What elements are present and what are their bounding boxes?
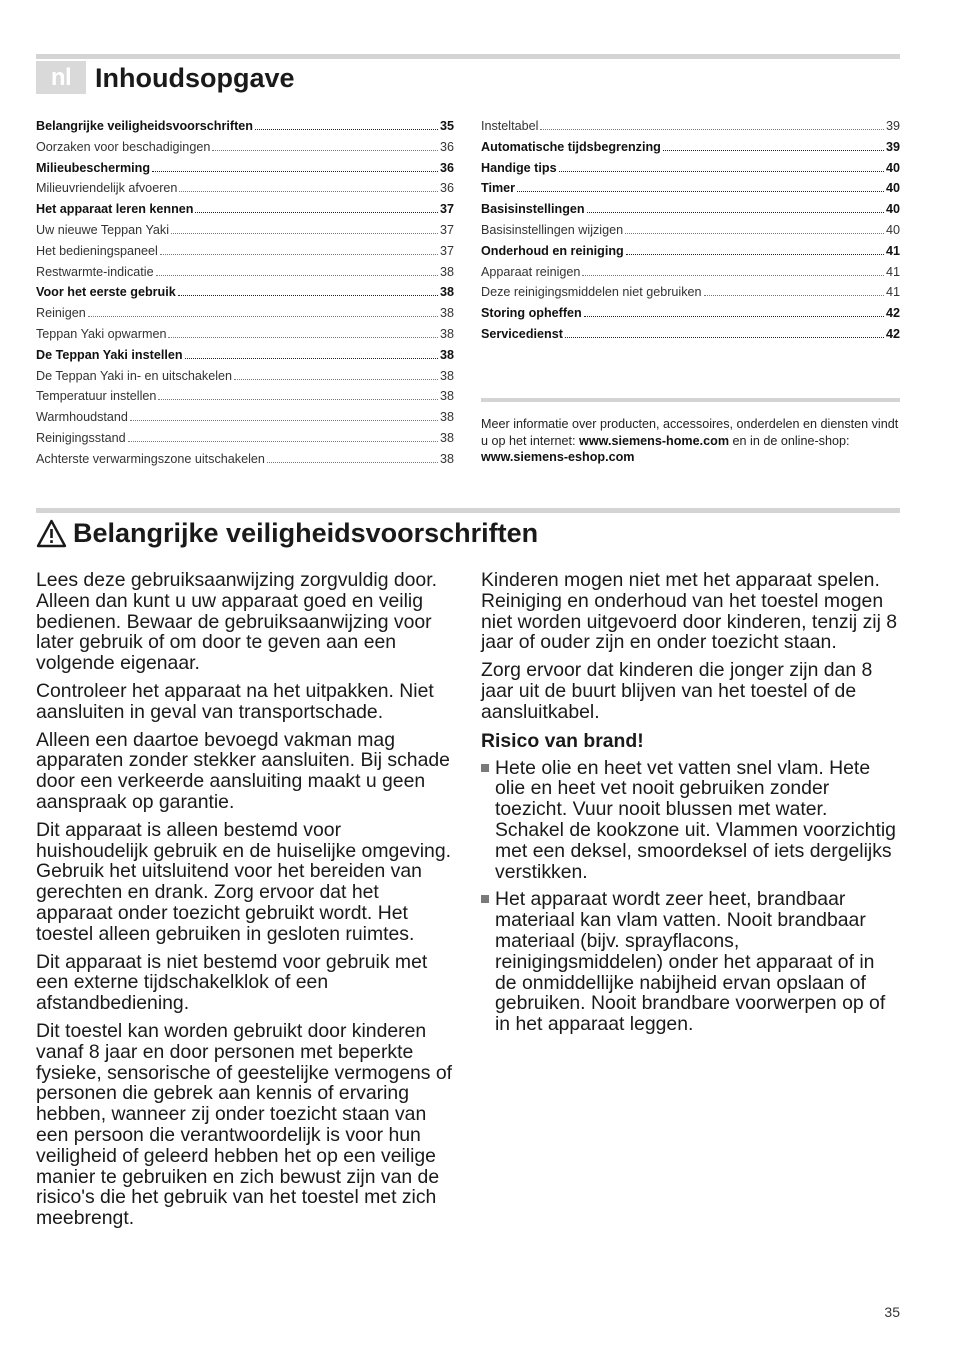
risk-bullet-list <box>481 758 901 1035</box>
toc-entry-page: 36 <box>439 181 454 196</box>
toc-entry[interactable] <box>36 178 454 199</box>
toc-entry-title: Uw nieuwe Teppan Yaki <box>36 222 170 237</box>
siemens-home-link[interactable]: www.siemens-home.com <box>579 433 730 448</box>
toc-entry-page: 38 <box>439 347 454 362</box>
toc-entry-page: 40 <box>885 160 900 175</box>
risk-bullet-text: Het apparaat wordt zeer heet, brandbaar materiaal kan vlam vatten. Nooit brandbaar materiaal (bijv. sprayflacons, reinigingsmiddelen) onder het apparaat of in de onmiddellijke nabijheid ervan opslaan of gebruiken. Nooit brandbare voorwerpen op of in het apparaat leggen. <box>495 888 886 1036</box>
toc-entry-page: 41 <box>885 264 900 279</box>
toc-entry[interactable] <box>36 386 454 407</box>
toc-entry-page: 40 <box>885 202 900 217</box>
square-bullet-icon <box>481 895 489 903</box>
toc-leader-dots <box>234 379 438 380</box>
toc-entry-title: Temperatuur instellen <box>36 389 157 404</box>
toc-entry-title: Storing opheffen <box>481 306 582 321</box>
toc-entry[interactable] <box>36 262 454 283</box>
toc-leader-dots <box>584 316 884 317</box>
toc-entry-title: Het bedieningspaneel <box>36 243 158 258</box>
toc-leader-dots <box>168 337 438 338</box>
toc-entry-title: Restwarmte-indicatie <box>36 264 154 279</box>
toc-entry[interactable] <box>36 241 454 262</box>
toc-leader-dots <box>128 441 438 442</box>
toc-leader-dots <box>156 275 438 276</box>
language-badge: nl <box>36 61 86 94</box>
toc-leader-dots <box>179 191 438 192</box>
toc-entry[interactable] <box>36 303 454 324</box>
toc-entry-title: De Teppan Yaki in- en uitschakelen <box>36 368 233 383</box>
toc-entry[interactable] <box>36 220 454 241</box>
warning-triangle-icon <box>36 519 67 548</box>
toc-entry-page: 41 <box>885 285 900 300</box>
safety-paragraph: Dit toestel kan worden gebruikt door kinderen vanaf 8 jaar en door personen met beperkte fysieke, sensorische of geestelijke vermogens of personen die gebrek aan kennis of ervaring hebben, wanneer zij onder toezicht staan van een persoon die verantwoordelijk is voor hun veiligheid of geleerd hebben het op een veilige manier te gebruiken en zich bewust zijn van de risico's die het gebruik van het toestel met zich meebrengt. <box>36 1019 453 1230</box>
toc-entry[interactable] <box>36 324 454 345</box>
toc-entry-title: Reinigingsstand <box>36 430 126 445</box>
toc-entry-page: 37 <box>439 202 454 217</box>
toc-entry-title: Servicedienst <box>481 326 563 341</box>
toc-entry-title: Insteltabel <box>481 119 539 133</box>
safety-title: Belangrijke veiligheidsvoorschriften <box>73 517 539 548</box>
toc-entry-page: 39 <box>885 139 900 154</box>
toc-leader-dots <box>663 150 884 151</box>
toc-entry-page: 38 <box>439 368 454 383</box>
toc-entry-page: 41 <box>885 243 900 258</box>
toc-entry-page: 38 <box>439 264 454 279</box>
toc-entry[interactable] <box>36 366 454 387</box>
toc-entry-page: 38 <box>439 451 454 466</box>
toc-entry-title: Reinigen <box>36 306 86 321</box>
toc-entry[interactable] <box>481 241 900 262</box>
toc-leader-dots <box>158 399 438 400</box>
risk-heading: Risico van brand! <box>481 729 644 752</box>
toc-entry-title: Oorzaken voor beschadigingen <box>36 139 211 154</box>
safety-paragraph: Dit apparaat is alleen bestemd voor huishoudelijk gebruik en de huiselijke omgeving. Gebruik het uitsluitend voor het bereiden van gerechten en drank. Zorg ervoor dat het apparaat onder toezicht gebruikt wordt. Het toestel alleen gebruiken in gesloten ruimtes. <box>36 818 452 945</box>
top-rule <box>36 54 900 59</box>
toc-leader-dots <box>160 254 438 255</box>
toc-left-column <box>36 116 454 470</box>
siemens-eshop-link[interactable]: www.siemens-eshop.com <box>481 450 635 465</box>
risk-bullet-item <box>481 758 901 883</box>
toc-entry-page: 39 <box>885 119 900 133</box>
info-rule <box>481 398 900 402</box>
toc-leader-dots <box>517 191 884 192</box>
safety-paragraph: Controleer het apparaat na het uitpakken. Niet aansluiten in geval van transportschade. <box>36 679 434 723</box>
toc-entry-title: Automatische tijdsbegrenzing <box>481 139 661 154</box>
toc-entry-page: 36 <box>439 160 454 175</box>
toc-entry[interactable] <box>36 428 454 449</box>
risk-bullet-item <box>481 889 901 1035</box>
toc-leader-dots <box>152 171 438 172</box>
safety-paragraph: Lees deze gebruiksaanwijzing zorgvuldig door. Alleen dan kunt u uw apparaat goed en veilig bedienen. Bewaar de gebruiksaanwijzing voor later gebruik of om door te geven aan een volgende eigenaar. <box>36 569 437 675</box>
toc-leader-dots <box>88 316 438 317</box>
toc-entry[interactable] <box>481 282 900 303</box>
toc-entry[interactable] <box>36 345 454 366</box>
toc-entry[interactable] <box>481 158 900 179</box>
toc-entry-title: Teppan Yaki opwarmen <box>36 326 167 341</box>
toc-entry[interactable] <box>36 137 454 158</box>
toc-leader-dots <box>582 275 884 276</box>
toc-entry-page: 40 <box>885 181 900 196</box>
toc-entry-page: 38 <box>439 430 454 445</box>
toc-entry[interactable] <box>36 282 454 303</box>
toc-leader-dots <box>625 233 884 234</box>
risk-bullet-text: Hete olie en heet vet vatten snel vlam. Hete olie en heet vet nooit gebruiken zonder toezicht. Vuur nooit blussen met water. Schakel de kookzone uit. Vlammen voorzichtig met een deksel, smoordeksel of iets dergelijks verstikken. <box>495 756 896 883</box>
toc-leader-dots <box>565 337 884 338</box>
square-bullet-icon <box>481 764 489 772</box>
toc-leader-dots <box>130 420 438 421</box>
toc-entry[interactable] <box>481 303 900 324</box>
toc-leader-dots <box>178 295 438 296</box>
safety-paragraph: Dit apparaat is niet bestemd voor gebruik met een externe tijdschakelklok of een afstandbediening. <box>36 950 428 1015</box>
toc-leader-dots <box>212 150 438 151</box>
toc-entry-title: Milieubescherming <box>36 160 151 175</box>
toc-entry[interactable] <box>481 178 900 199</box>
toc-right-column <box>481 116 900 345</box>
toc-leader-dots <box>540 129 884 130</box>
safety-heading <box>36 515 538 551</box>
toc-entry-title: Achterste verwarmingszone uitschakelen <box>36 451 265 466</box>
toc-entry-title: Het apparaat leren kennen <box>36 202 194 217</box>
safety-paragraph: Zorg ervoor dat kinderen die jonger zijn dan 8 jaar uit de buurt blijven van het toestel of de aansluitkabel. <box>481 659 873 723</box>
toc-entry-page: 38 <box>439 285 454 300</box>
toc-entry-title: Timer <box>481 181 516 196</box>
toc-leader-dots <box>587 212 884 213</box>
toc-entry-page: 38 <box>439 389 454 404</box>
toc-entry-title: Belangrijke veiligheidsvoorschriften <box>36 119 253 133</box>
online-info <box>481 416 901 466</box>
toc-leader-dots <box>195 212 438 213</box>
safety-left-column <box>36 570 454 1236</box>
toc-entry-page: 38 <box>439 306 454 321</box>
toc-leader-dots <box>267 462 438 463</box>
toc-entry-title: De Teppan Yaki instellen <box>36 347 183 362</box>
toc-entry[interactable] <box>36 158 454 179</box>
toc-entry-page: 42 <box>885 326 900 341</box>
toc-entry-page: 40 <box>885 222 900 237</box>
toc-entry-title: Basisinstellingen <box>481 202 585 217</box>
toc-leader-dots <box>171 233 438 234</box>
toc-entry[interactable] <box>481 324 900 345</box>
toc-entry-page: 42 <box>885 306 900 321</box>
toc-entry-page: 38 <box>439 326 454 341</box>
toc-entry-page: 35 <box>439 119 454 133</box>
page-number: 35 <box>884 1304 900 1320</box>
toc-title: Inhoudsopgave <box>95 63 295 93</box>
toc-entry[interactable] <box>481 116 900 137</box>
toc-entry[interactable] <box>481 199 900 220</box>
toc-entry-title: Warmhoudstand <box>36 410 128 425</box>
toc-entry-title: Basisinstellingen wijzigen <box>481 222 624 237</box>
toc-leader-dots <box>255 129 438 130</box>
toc-entry[interactable] <box>481 137 900 158</box>
toc-entry[interactable] <box>36 116 454 137</box>
toc-entry-page: 38 <box>439 410 454 425</box>
toc-entry[interactable] <box>481 220 900 241</box>
toc-entry[interactable] <box>36 407 454 428</box>
section-rule <box>36 508 900 513</box>
toc-entry-title: Onderhoud en reiniging <box>481 243 624 258</box>
safety-paragraph: Kinderen mogen niet met het apparaat spelen. Reiniging en onderhoud van het toestel mogen niet worden uitgevoerd door kinderen, tenzij zij 8 jaar of ouder zijn en onder toezicht staan. <box>481 569 898 654</box>
toc-leader-dots <box>626 254 884 255</box>
toc-leader-dots <box>559 171 884 172</box>
safety-right-paragraphs <box>481 570 901 723</box>
toc-leader-dots <box>704 295 884 296</box>
info-text-2: en in de online-shop: <box>729 433 850 448</box>
toc-entry-page: 37 <box>439 222 454 237</box>
toc-entry-page: 36 <box>439 139 454 154</box>
safety-paragraph: Alleen een daartoe bevoegd vakman mag apparaten zonder stekker aansluiten. Bij schade door een verkeerde aansluiting maakt u geen aanspraak op garantie. <box>36 728 450 813</box>
info-text-1: Meer informatie over producten, accessoires, onderdelen en diensten vindt u op het internet: <box>481 417 899 448</box>
toc-entry[interactable] <box>36 449 454 470</box>
safety-right-column <box>481 570 901 1042</box>
toc-entry-title: Milieuvriendelijk afvoeren <box>36 181 178 196</box>
toc-leader-dots <box>185 358 438 359</box>
toc-entry-title: Voor het eerste gebruik <box>36 285 176 300</box>
toc-entry[interactable] <box>36 199 454 220</box>
toc-entry-title: Apparaat reinigen <box>481 264 581 279</box>
toc-entry[interactable] <box>481 262 900 283</box>
toc-entry-title: Deze reinigingsmiddelen niet gebruiken <box>481 285 702 300</box>
toc-entry-title: Handige tips <box>481 160 557 175</box>
toc-entry-page: 37 <box>439 243 454 258</box>
